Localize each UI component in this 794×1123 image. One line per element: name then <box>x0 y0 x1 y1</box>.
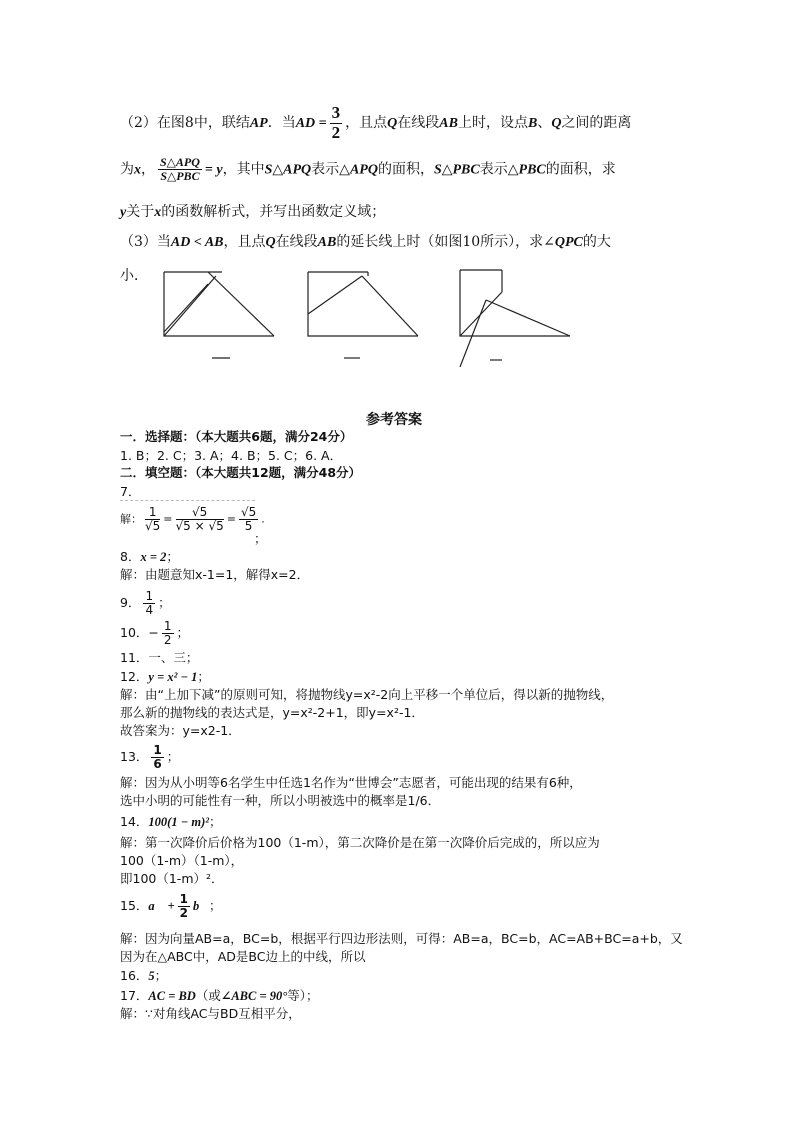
text: ； <box>166 749 180 765</box>
text: 之间的距离 <box>561 115 632 132</box>
q7-frac-1 <box>145 506 160 533</box>
q10-fraction <box>162 620 174 647</box>
text: ； <box>158 595 171 611</box>
fraction-area-ratio <box>158 156 202 183</box>
text: ； <box>209 814 222 829</box>
q12-line <box>120 668 210 686</box>
text: 的面积，求 <box>545 161 616 178</box>
figure-8-outline <box>164 272 274 336</box>
problem-line-5 <box>120 266 148 286</box>
q7-tail: ； <box>254 531 267 546</box>
numerator: 1 <box>163 619 172 633</box>
text: 为 <box>120 161 134 178</box>
q15-line <box>120 893 222 920</box>
figure-8-line-b <box>164 284 208 332</box>
text: （2）在图8中，联结 <box>120 115 250 132</box>
math-y: y <box>120 205 127 220</box>
math-angle-ABC-90: ∠ABC = 90° <box>220 989 288 1003</box>
text: ，其中 <box>222 161 265 178</box>
text: ，且点 <box>345 115 388 132</box>
q14-solution-3: 即100（1-m）²． <box>120 871 224 886</box>
text: 12． <box>120 669 149 684</box>
q13-line <box>120 744 179 771</box>
denominator: 6 <box>153 757 162 772</box>
math-AD-lt-AB: AD < AB <box>170 235 224 250</box>
text: 在线段 <box>275 234 318 250</box>
text: 9． <box>120 595 141 611</box>
figure-10 <box>460 270 570 367</box>
denominator: 4 <box>145 603 154 618</box>
text: 的延长线上时（如图10所示），求∠ <box>336 234 555 250</box>
q17-solution: 解：∵对角线AC与BD互相平分， <box>120 1006 301 1021</box>
q7-divider <box>120 500 255 501</box>
denominator: √5 <box>145 519 161 534</box>
q10-line <box>120 620 189 647</box>
numerator: 1 <box>145 589 154 603</box>
text: ； <box>166 549 179 564</box>
q13-fraction <box>151 744 163 771</box>
figures-8-9-10 <box>150 262 590 367</box>
math-S-PBC: S△PBC <box>433 162 480 178</box>
math-x-eq-2: x = 2 <box>140 550 167 564</box>
section-1-answers: 1. B；2. C；3. A；4. B；5. C；6. A． <box>120 448 343 463</box>
text: = <box>163 512 173 526</box>
denominator: 2 <box>179 906 188 921</box>
numerator: √5 <box>240 505 257 519</box>
math-vector-b: b⃗ <box>193 899 209 914</box>
text: 上时，设点 <box>457 115 528 132</box>
q15-solution-1: 解：因为向量AB=a，BC=b，根据平行四边形法则，可得：AB=a，BC=b，AC=AB+BC=a+b，又 <box>120 931 683 946</box>
text: 、 <box>537 115 552 132</box>
text: ； <box>176 625 190 641</box>
figure-8-line-a <box>164 276 216 336</box>
problem-line-2 <box>120 156 616 183</box>
text: ； <box>197 669 210 684</box>
math-Q: Q <box>387 116 398 132</box>
text: 16． <box>120 968 149 983</box>
text: （3）当 <box>120 234 171 250</box>
math-QPC: QPC <box>554 235 583 250</box>
q15-solution-2: 因为在△ABC中，AD是BC边上的中线，所以 <box>120 949 366 964</box>
q14-solution-1: 解：第一次降价后价格为100（1-m），第二次降价是在第一次降价后完成的，所以应为 <box>120 835 600 850</box>
math-S-APQ: S△APQ <box>264 162 312 178</box>
q17-line <box>120 987 318 1005</box>
text: ， <box>141 161 155 178</box>
fraction-3-2 <box>330 104 343 142</box>
denominator: 2 <box>163 633 172 648</box>
q13-solution-1: 解：因为从小明等6名学生中任选1名作为“世博会”志愿者，可能出现的结果有6种， <box>120 775 582 790</box>
q13-solution-2: 选中小明的可能性有一种，所以小明被选中的概率是1/6． <box>120 793 441 808</box>
q9-line <box>120 590 171 617</box>
figure-8-hypotenuse <box>208 272 274 336</box>
text: 8． <box>120 549 141 564</box>
denominator: √5 × √5 <box>175 519 224 534</box>
text: 13． <box>120 749 149 765</box>
text: . <box>261 512 265 526</box>
numerator: 3 <box>331 103 341 122</box>
math-100-1-m-squared: 100(1 − m)² <box>148 815 210 829</box>
figure-10-line-pc <box>486 300 570 336</box>
text: 17． <box>120 988 149 1003</box>
math-Q: Q <box>265 235 276 250</box>
numerator: 1 <box>179 892 188 906</box>
math-B: B <box>527 116 538 132</box>
text: ．当 <box>267 115 296 132</box>
denominator: 5 <box>244 519 253 534</box>
text: 关于 <box>126 204 155 220</box>
text: （或 <box>195 988 221 1003</box>
section-2-heading: 二．填空题：（本大题共12题，满分48分） <box>120 465 362 480</box>
math-PBC: PBC <box>518 162 546 178</box>
figure-9 <box>308 272 418 358</box>
math-x: x <box>154 205 162 220</box>
figure-9-line <box>308 276 362 314</box>
text: 15． <box>120 898 149 914</box>
text: 表示△ <box>479 161 519 178</box>
text: 的面积， <box>377 161 434 178</box>
q8-line <box>120 548 179 566</box>
q7-solution <box>120 506 265 533</box>
text: 小． <box>120 268 148 284</box>
q12-solution-2: 那么新的抛物线的表达式是，y=x²-2+1，即y=x²-1． <box>120 705 424 720</box>
math-APQ: APQ <box>349 162 378 178</box>
q7-label: 7． <box>120 484 141 499</box>
text: = <box>226 512 236 526</box>
math-vector-a: a⃗ + <box>148 899 175 914</box>
math-AB: AB <box>439 116 458 132</box>
text: ，且点 <box>223 234 266 250</box>
text: 在线段 <box>397 115 440 132</box>
text: 的大 <box>582 234 611 250</box>
q12-solution-3: 故答案为：y=x2-1． <box>120 723 241 738</box>
text: 的函数解析式，并写出函数定义域； <box>161 204 386 220</box>
problem-line-3 <box>120 202 385 223</box>
math-AC-eq-BD: AC = BD <box>148 989 196 1003</box>
q9-fraction <box>143 590 155 617</box>
q11-line: 11．一、三； <box>120 650 199 665</box>
numerator: S△APQ <box>160 155 200 169</box>
text: ； <box>208 898 222 914</box>
q15-fraction <box>178 893 190 920</box>
math-Q: Q <box>551 116 562 132</box>
numerator: 1 <box>153 743 162 757</box>
q14-solution-2: 100（1-m）（1-m）， <box>120 853 244 868</box>
denominator: S△PBC <box>160 169 200 184</box>
math-eq-y: = y <box>204 162 223 178</box>
figure-9-hypotenuse <box>362 276 418 336</box>
problem-line-4 <box>120 232 611 253</box>
math-y-eq-x2-1: y = x² − 1 <box>148 670 198 684</box>
math-5: 5 <box>148 969 155 983</box>
section-1-heading: 一．选择题：（本大题共6题，满分24分） <box>120 429 353 444</box>
numerator: 1 <box>145 506 160 520</box>
math-AP: AP <box>249 116 268 132</box>
figure-9-outline <box>308 272 418 336</box>
math-AB: AB <box>317 235 337 250</box>
text: 10． <box>120 625 149 641</box>
math-x: x <box>134 162 141 178</box>
text: − <box>148 625 159 641</box>
q14-line <box>120 813 222 831</box>
text: 表示△ <box>311 161 350 178</box>
figure-10-line-extended <box>460 300 486 367</box>
answers-title: 参考答案 <box>366 412 422 428</box>
q16-line <box>120 967 167 985</box>
denominator: 2 <box>331 122 341 142</box>
math-AD-eq: AD = <box>295 116 327 132</box>
text: ； <box>154 968 168 983</box>
text: 等）； <box>287 988 319 1003</box>
q12-solution-1: 解：由“上加下减”的原则可知，将抛物线y=x²-2向上平移一个单位后，得以新的抛物线， <box>120 687 614 702</box>
q7-frac-2 <box>176 506 224 533</box>
figure-8 <box>164 272 274 358</box>
text: 14． <box>120 814 149 829</box>
text: 解： <box>120 512 142 526</box>
problem-line-1 <box>120 104 631 142</box>
numerator: √5 <box>176 506 224 520</box>
q8-solution: 解：由题意知x-1=1，解得x=2． <box>120 567 310 582</box>
